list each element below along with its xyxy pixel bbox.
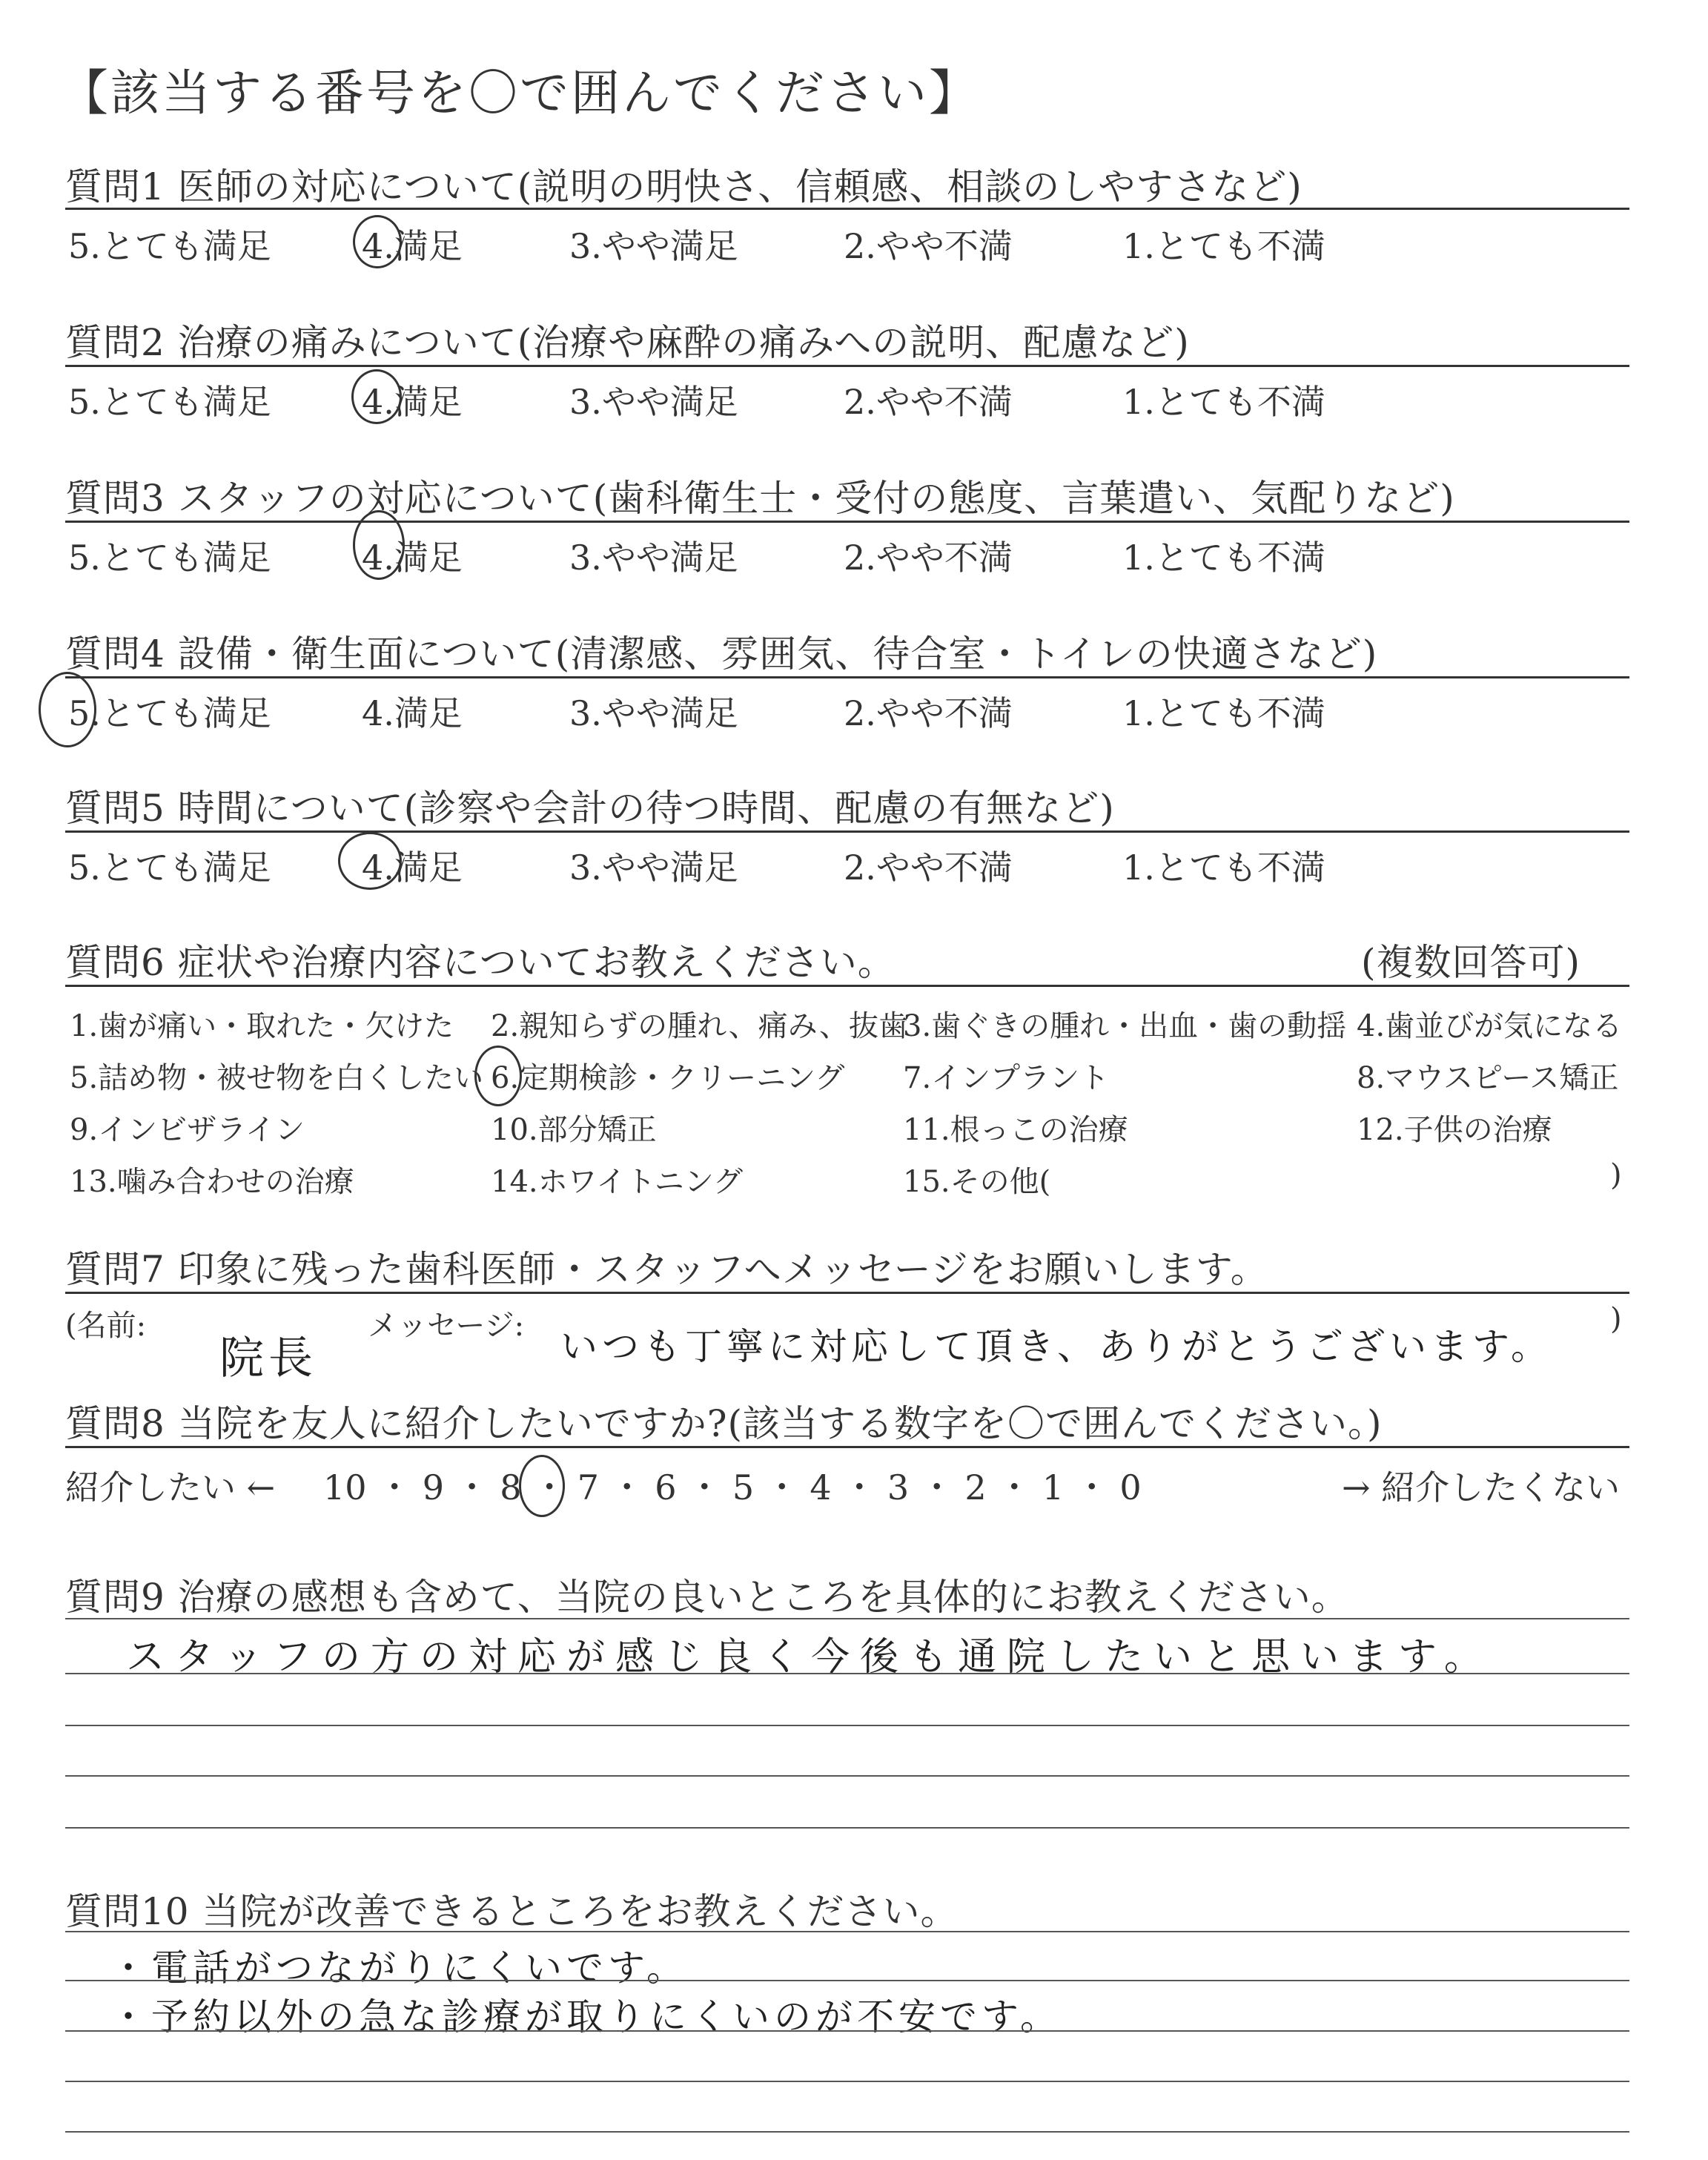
q8-scale[interactable]: 10 ・ 9 ・ 8 ・ 7 ・ 6 ・ 5 ・ 4 ・ 3 ・ 2 ・ 1 ・ 0: [323, 1467, 1142, 1507]
question-6-note: (複数回答可): [1361, 941, 1581, 984]
q3-option-3[interactable]: 3.やや満足: [569, 538, 738, 578]
q9-answer-text[interactable]: スタッフの方の対応が感じ良く今後も通院したいと思います。: [126, 1635, 1493, 1680]
divider: [65, 365, 1629, 367]
q2-answer-circle: [351, 369, 402, 424]
answer-line: [65, 1827, 1629, 1829]
q1-answer-circle: [353, 215, 402, 268]
question-7-label: 質問7 印象に残った歯科医師・スタッフへメッセージをお願いします。: [65, 1248, 1268, 1291]
question-3-label: 質問3 スタッフの対応について(歯科衛生士・受付の態度、言葉遣い、気配りなど): [65, 477, 1455, 520]
answer-line: [65, 1931, 1629, 1932]
q8-right-label: → 紹介したくない: [1342, 1467, 1621, 1507]
q2-option-4[interactable]: 4.満足: [362, 382, 463, 422]
q6-item-11[interactable]: 11.根っこの治療: [903, 1113, 1128, 1147]
q4-answer-circle: [39, 672, 96, 747]
q1-option-3[interactable]: 3.やや満足: [569, 226, 738, 266]
q6-item-1[interactable]: 1.歯が痛い・取れた・欠けた: [70, 1009, 454, 1043]
question-9-label: 質問9 治療の感想も含めて、当院の良いところを具体的にお教えください。: [65, 1576, 1349, 1619]
q4-option-1[interactable]: 1.とても不満: [1122, 693, 1325, 733]
q1-option-1[interactable]: 1.とても不満: [1122, 226, 1325, 266]
q5-option-5[interactable]: 5.とても満足: [68, 848, 271, 888]
divider: [65, 1446, 1629, 1448]
q6-item-9[interactable]: 9.インビザライン: [70, 1113, 305, 1147]
q5-option-1[interactable]: 1.とても不満: [1122, 848, 1325, 888]
q6-item-7[interactable]: 7.インプラント: [903, 1061, 1110, 1095]
q6-item-3[interactable]: 3.歯ぐきの腫れ・出血・歯の動揺: [903, 1009, 1347, 1043]
q4-option-5[interactable]: 5.とても満足: [68, 693, 271, 733]
q6-item-15[interactable]: 15.その他(: [903, 1165, 1051, 1199]
q7-message-value[interactable]: いつも丁寧に対応して頂き、ありがとうございます。: [560, 1325, 1552, 1368]
answer-line: [65, 2081, 1629, 2082]
q2-option-1[interactable]: 1.とても不満: [1122, 382, 1325, 422]
q10-answer-1[interactable]: ・電話がつながりにくいです。: [110, 1946, 688, 1989]
q5-option-2[interactable]: 2.やや不満: [844, 848, 1013, 888]
divider: [65, 1292, 1629, 1294]
q6-item-10[interactable]: 10.部分矯正: [491, 1113, 657, 1147]
q2-option-3[interactable]: 3.やや満足: [569, 382, 738, 422]
divider: [65, 521, 1629, 523]
q6-item-4[interactable]: 4.歯並びが気になる: [1357, 1009, 1623, 1043]
q6-item-5[interactable]: 5.詰め物・被せ物を白くしたい: [70, 1061, 484, 1095]
q3-option-4[interactable]: 4.満足: [362, 538, 463, 578]
q6-item-14[interactable]: 14.ホワイトニング: [491, 1165, 744, 1199]
q8-answer-circle: [519, 1455, 565, 1517]
answer-line: [65, 2030, 1629, 2032]
answer-line: [65, 1775, 1629, 1777]
question-8-label: 質問8 当院を友人に紹介したいですか?(該当する数字を〇で囲んでください。): [65, 1402, 1383, 1445]
q1-option-2[interactable]: 2.やや不満: [844, 226, 1013, 266]
page-title: 【該当する番号を〇で囲んでください】: [59, 65, 980, 122]
q3-option-5[interactable]: 5.とても満足: [68, 538, 271, 578]
question-1-label: 質問1 医師の対応について(説明の明快さ、信頼感、相談のしやすさなど): [65, 165, 1302, 208]
q10-answer-2[interactable]: ・予約以外の急な診療が取りにくいのが不安です。: [110, 1995, 1062, 2038]
q4-option-2[interactable]: 2.やや不満: [844, 693, 1013, 733]
q6-item-13[interactable]: 13.噛み合わせの治療: [70, 1165, 354, 1199]
question-5-label: 質問5 時間について(診察や会計の待つ時間、配慮の有無など): [65, 787, 1115, 830]
divider: [65, 208, 1629, 210]
q2-option-5[interactable]: 5.とても満足: [68, 382, 271, 422]
q7-name-value[interactable]: 院長: [219, 1332, 317, 1384]
question-4-label: 質問4 設備・衛生面について(清潔感、雰囲気、待合室・トイレの快適さなど): [65, 633, 1378, 676]
answer-line: [65, 1725, 1629, 1726]
q5-option-3[interactable]: 3.やや満足: [569, 848, 738, 888]
q7-close: ): [1610, 1302, 1622, 1336]
q6-item-2[interactable]: 2.親知らずの腫れ、痛み、抜歯: [491, 1009, 908, 1043]
q3-option-2[interactable]: 2.やや不満: [844, 538, 1013, 578]
q1-option-5[interactable]: 5.とても満足: [68, 226, 271, 266]
q6-answer-circle: [474, 1046, 522, 1106]
q3-option-1[interactable]: 1.とても不満: [1122, 538, 1325, 578]
q7-message-label: メッセージ:: [368, 1309, 525, 1343]
q6-item-8[interactable]: 8.マウスピース矯正: [1357, 1061, 1619, 1095]
answer-line: [65, 1618, 1629, 1619]
question-2-label: 質問2 治療の痛みについて(治療や麻酔の痛みへの説明、配慮など): [65, 321, 1190, 364]
answer-line: [65, 2131, 1629, 2133]
q6-item-6[interactable]: 6.定期検診・クリーニング: [491, 1061, 845, 1095]
question-10-label: 質問10 当院が改善できるところをお教えください。: [65, 1890, 959, 1933]
q1-option-4[interactable]: 4.満足: [362, 226, 463, 266]
divider: [65, 830, 1629, 833]
q7-name-label: (名前:: [65, 1309, 147, 1343]
q3-answer-circle: [353, 510, 405, 580]
q6-item-12[interactable]: 12.子供の治療: [1357, 1113, 1552, 1147]
question-6-label: 質問6 症状や治療内容についてお教えください。: [65, 941, 896, 984]
q2-option-2[interactable]: 2.やや不満: [844, 382, 1013, 422]
q5-answer-circle: [338, 832, 402, 890]
q4-option-3[interactable]: 3.やや満足: [569, 693, 738, 733]
q5-option-4[interactable]: 4.満足: [362, 848, 463, 888]
answer-line: [65, 1980, 1629, 1981]
q8-left-label: 紹介したい ←: [65, 1467, 276, 1507]
q6-item-15-close: ): [1610, 1158, 1622, 1192]
divider: [65, 676, 1629, 678]
answer-line: [65, 1673, 1629, 1674]
q4-option-4[interactable]: 4.満足: [362, 693, 463, 733]
divider: [65, 985, 1629, 987]
